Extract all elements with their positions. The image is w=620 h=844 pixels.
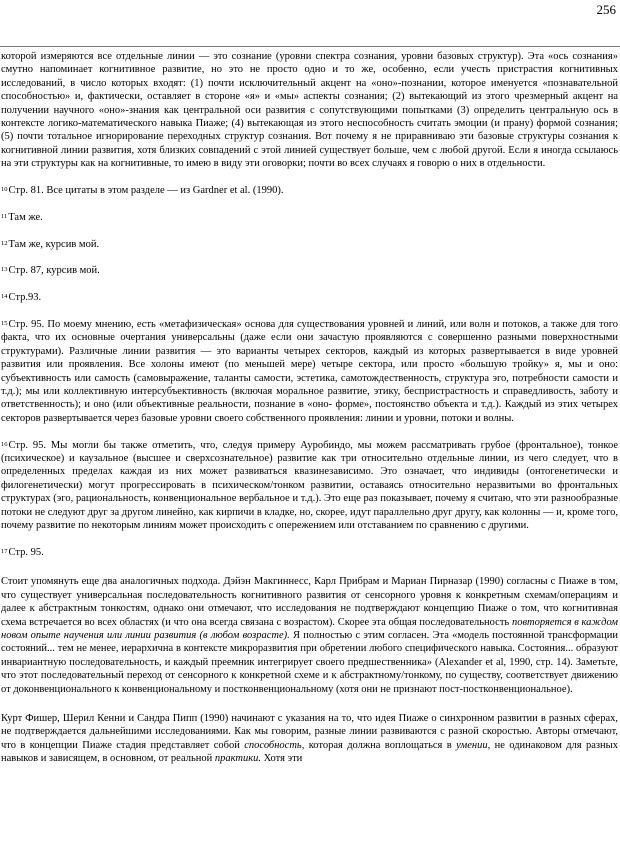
footnote-text: Там же. — [8, 211, 43, 223]
footnote-number: 11 — [1, 212, 8, 220]
footnote-16 — [1, 439, 618, 533]
paragraph-text: Я полностью с этим согласен. Эта «модель постоянной трансформации состояний... тем не менее, иерархична в контексте микроразвития при обретении любого специфического навыка. Состояния... образуют инвариантную последовательность, и каждый преемник интегрирует своего предшественника» (Alexander et al, 1990, стр. 14). Заметьте, что этот последовательный переход от сенсорного к конкретной схеме и к абстрактному/тонкому, по существу, соответствует движению от доконвенционального к конвенциональному и постконвенциональному (хотя они не признают пост-постконвенциональное). — [1, 629, 618, 695]
paragraph-text: Хотя эти — [261, 753, 303, 765]
footnote-text: Стр. 95. По моему мнению, есть «метафизическая» основа для существования уровней и линий, или волн и потоков, а также для того факта, что их основные очертания универсальны (даже если они зачастую проявляются с совершенно разными поверхностными структурами). Различные линии развития — это варианты четырех секторов, каждый из которых развертывается в виде уровней развития или проявления. Все холоны имеют (по меньшей мере) четыре сектора, или просто «большую тройку» я, мы и оно: субъективность или самость (самовыражение, таланты самости, эстетика, самотождественность, структура эго, потребности самости и т.д.); мы или коллективную интерсубъективность (включая моральное развитие, этику, беспристрастность и справедливость, заботу и ответственность); и оно (или объективные реальности, познание в «оно- форме», постоянство объекта и т.д.). Каждый из этих четырех секторов развертывается через базовые уровни своего собственного проявления: линии и уровни, потоки и волны. — [1, 319, 618, 424]
footnote-12 — [1, 238, 618, 251]
footnote-number: 10 — [1, 186, 8, 194]
opening-paragraph: которой измеряются все отдельные линии — это сознание (уровни спектра сознания, уровни базовых структур). Эта «ось сознания» смутно напоминает когнитивное развитие, но это не просто одно и то же, особенно, если учесть пристрастия когнитивных исследований, в число которых входят: (1) почти исключительный акцент на «оно»-познании, которое именуется «познавательной способностью» и, фактически, оставляет в стороне «я» и «мы» аспекты сознания; (2) вытекающий из этого чрезмерный акцент на получении научного «оно»-знания как центральной оси развития с сопутствующими попытками (3) определить центральную ось в контексте логико-математического навыка Пиаже; (4) вытекающая из этого неспособность считать эмоции (и прану) формой сознания; (5) почти тотальное игнорирование переходных структур сознания. Вот почему я не приравниваю эти базовые структуры сознания к когнитивной линии развития, хотя близких совпадений с этой линией существует больше, чем с любой другой. Если я иногда ссылаюсь на эти структуры как на когнитивные, то имею в виду эти оговорки; почти во всех случаях я говорю о них в отдельности. — [1, 51, 618, 170]
emphasis-text: умении, — [456, 739, 491, 751]
footnote-10 — [1, 184, 618, 197]
paragraph-mcguinness — [1, 575, 618, 696]
header-rule — [0, 46, 620, 47]
emphasis-text: практики. — [214, 753, 262, 765]
footnote-13 — [1, 264, 618, 277]
paragraph-fischer — [1, 712, 618, 766]
footnote-number: 12 — [1, 239, 8, 247]
footnote-text: Стр. 87, курсив мой. — [8, 265, 100, 277]
emphasis-text: способность, — [244, 739, 305, 751]
footnote-text: Стр. 81. Все цитаты в этом разделе — из Gardner et al. (1990). — [8, 185, 284, 197]
page-number: 256 — [596, 2, 616, 17]
footnote-14 — [1, 291, 618, 304]
footnote-number: 14 — [1, 293, 8, 301]
footnote-number: 16 — [1, 440, 8, 448]
footnote-number: 13 — [1, 266, 8, 274]
footnote-15 — [1, 318, 618, 425]
footnote-text: Стр. 95. Мы могли бы также отметить, что, следуя примеру Ауробиндо, мы можем рассматривать грубое (фронтальное), тонкое (психическое) и каузальное (высшее и сверхсознательное) развитие как три относительно отдельные линии, из чего следует, что в определенных пределах каждая из них может развиваться квазинезависимо. Это означает, что индивиды (онтогенетически и филогенетически) могут прогрессировать в психическом/тонком развитии, оставаясь относительно неразвитыми во фронтальных структурах (эго, рациональность, конвенциональное вербальное и т.д.). Это еще раз показывает, почему я считаю, что эти разнообразные потоки не следуют друг за другом линейно, как кирпичи в кладке, но, скорее, идут параллельно друг другу, как колонны — и, кроме того, почему развитие по некоторым линиям может происходить с опережением или отставанием по сравнению с другими. — [1, 439, 618, 532]
emphasis-text: повторяется в каждом новом опыте научения или линии развития (в любом возрасте). — [1, 616, 619, 641]
footnote-text: Там же, курсив мой. — [8, 238, 100, 250]
footnote-number: 15 — [1, 320, 8, 328]
footnote-text: Стр.93. — [8, 292, 42, 304]
footnote-number: 17 — [1, 547, 8, 555]
paragraph-text: Курт Фишер, Шерил Кенни и Сандра Пипп (1990) начинают с указания на то, что идея Пиаже о синхронном развитии в разных сферах, не подтверждается дальнейшими исследованиями. Как мы говорим, разные линии развиваются с разной скоростью. Авторы отмечают, что в концепции Пиаже стадия представляет собой — [1, 712, 618, 751]
footnote-text: Стр. 95. — [8, 546, 44, 558]
paragraph-text: Стоит упомянуть еще два аналогичных подхода. Дэйэн Макгиннесс, Карл Прибрам и Мариан Пирназар (1990) согласны с Пиаже в том, что существует универсальная последовательность когнитивного развития от сенсорного уровня к конкретным схемам/операциям и далее к абстрактным тонкостям, однако они отмечают, что исследования не подтверждают концепцию Пиаже о том, что когнитивная схема встречается во всех областях (и что она всегда связана с возрастом). Скорее эта общая последовательность — [1, 576, 618, 628]
paragraph-text: которая должна воплощаться в — [304, 739, 457, 751]
footnote-17 — [1, 546, 618, 559]
footnote-11 — [1, 211, 618, 224]
page-body — [1, 50, 618, 766]
paragraph-text: не одинаковом для разных навыков и зависящем, в основном, от реальной — [1, 739, 618, 765]
